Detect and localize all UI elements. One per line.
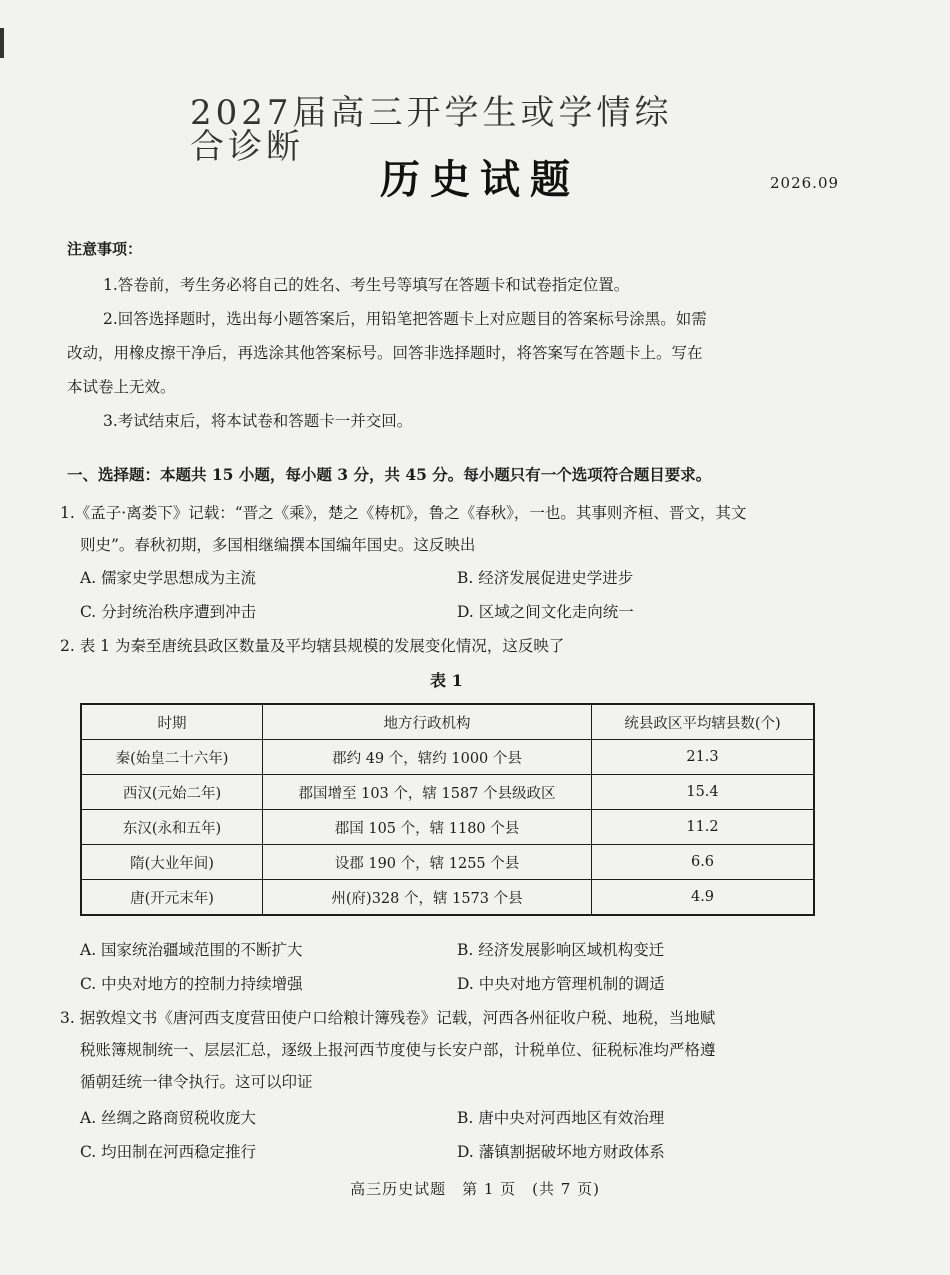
option-c: C. 分封统治秩序遭到冲击 bbox=[80, 603, 257, 621]
notice-item: 1.答卷前，考生务必将自己的姓名、考生号等填写在答题卡和试卷指定位置。 bbox=[103, 276, 630, 294]
table-cell: 15.4 bbox=[592, 775, 815, 810]
table-cell: 郡约 49 个，辖约 1000 个县 bbox=[263, 740, 592, 775]
table-header-row bbox=[81, 704, 814, 740]
table-row bbox=[81, 740, 814, 775]
table-cell: 6.6 bbox=[592, 845, 815, 880]
option-a: A. 儒家史学思想成为主流 bbox=[80, 569, 257, 587]
option-b: B. 经济发展影响区域机构变迁 bbox=[457, 941, 665, 959]
option-d: D. 中央对地方管理机制的调适 bbox=[457, 975, 665, 993]
notice-block bbox=[67, 268, 827, 438]
table-cell: 西汉(元始二年) bbox=[81, 775, 263, 810]
question-2 bbox=[60, 630, 830, 662]
question-stem: 3. 据敦煌文书《唐河西支度营田使户口给粮计簿残卷》记载，河西各州征收户税、地税，当地赋 bbox=[60, 1009, 716, 1027]
data-table bbox=[80, 703, 815, 916]
option-a: A. 丝绸之路商贸税收庞大 bbox=[80, 1109, 257, 1127]
question-1 bbox=[60, 497, 830, 561]
table-header: 地方行政机构 bbox=[263, 704, 592, 740]
option-a: A. 国家统治疆域范围的不断扩大 bbox=[80, 941, 303, 959]
notice-item: 改动，用橡皮擦干净后，再选涂其他答案标号。回答非选择题时，将答案写在答题卡上。写在 bbox=[67, 344, 703, 362]
option-d: D. 区域之间文化走向统一 bbox=[457, 603, 634, 621]
notice-item: 3.考试结束后，将本试卷和答题卡一并交回。 bbox=[103, 412, 413, 430]
table-cell: 11.2 bbox=[592, 810, 815, 845]
option-b: B. 经济发展促进史学进步 bbox=[457, 569, 634, 587]
question-stem: 1.《孟子·离娄下》记载：“晋之《乘》，楚之《梼杌》，鲁之《春秋》，一也。其事则齐桓、晋文，其文 bbox=[60, 504, 747, 522]
table-cell: 郡国增至 103 个，辖 1587 个县级政区 bbox=[263, 775, 592, 810]
table-header: 统县政区平均辖县数(个) bbox=[592, 704, 815, 740]
table-cell: 州(府)328 个，辖 1573 个县 bbox=[263, 880, 592, 916]
table-title: 表 1 bbox=[430, 671, 463, 690]
table-row bbox=[81, 775, 814, 810]
table-cell: 隋(大业年间) bbox=[81, 845, 263, 880]
option-b: B. 唐中央对河西地区有效治理 bbox=[457, 1109, 665, 1127]
page-footer: 高三历史试题 第 1 页 (共 7 页) bbox=[350, 1180, 600, 1198]
notice-item: 2.回答选择题时，选出每小题答案后，用铅笔把答题卡上对应题目的答案标号涂黑。如需 bbox=[103, 310, 707, 328]
table-cell: 唐(开元末年) bbox=[81, 880, 263, 916]
option-c: C. 均田制在河西稳定推行 bbox=[80, 1143, 257, 1161]
page-title: 历史试题 bbox=[380, 157, 580, 203]
table-row bbox=[81, 880, 814, 916]
table-cell: 4.9 bbox=[592, 880, 815, 916]
table-row bbox=[81, 810, 814, 845]
scan-edge-mark bbox=[0, 28, 4, 58]
section-heading: 一、选择题：本题共 15 小题，每小题 3 分，共 45 分。每小题只有一个选项符合题目要求。 bbox=[67, 465, 712, 484]
table-cell: 郡国 105 个，辖 1180 个县 bbox=[263, 810, 592, 845]
question-3 bbox=[60, 1002, 830, 1098]
notice-item: 本试卷上无效。 bbox=[67, 378, 176, 396]
question-stem: 税账簿规制统一、层层汇总，逐级上报河西节度使与长安户部，计税单位、征税标准均严格遵 bbox=[80, 1041, 716, 1059]
option-d: D. 藩镇割据破坏地方财政体系 bbox=[457, 1143, 665, 1161]
table-header: 时期 bbox=[81, 704, 263, 740]
question-stem: 则史”。春秋初期，多国相继编撰本国编年国史。这反映出 bbox=[80, 536, 476, 554]
option-c: C. 中央对地方的控制力持续增强 bbox=[80, 975, 303, 993]
table-row bbox=[81, 845, 814, 880]
table-cell: 秦(始皇二十六年) bbox=[81, 740, 263, 775]
table-cell: 21.3 bbox=[592, 740, 815, 775]
table-cell: 东汉(永和五年) bbox=[81, 810, 263, 845]
question-stem: 2. 表 1 为秦至唐统县政区数量及平均辖县规模的发展变化情况，这反映了 bbox=[60, 637, 565, 655]
question-stem: 循朝廷统一律令执行。这可以印证 bbox=[80, 1073, 313, 1091]
notice-heading: 注意事项： bbox=[67, 240, 143, 258]
exam-date: 2026.09 bbox=[770, 174, 840, 192]
table-cell: 设郡 190 个，辖 1255 个县 bbox=[263, 845, 592, 880]
exam-series-title: 2027届高三开学生或学情综合诊断 bbox=[190, 93, 673, 167]
